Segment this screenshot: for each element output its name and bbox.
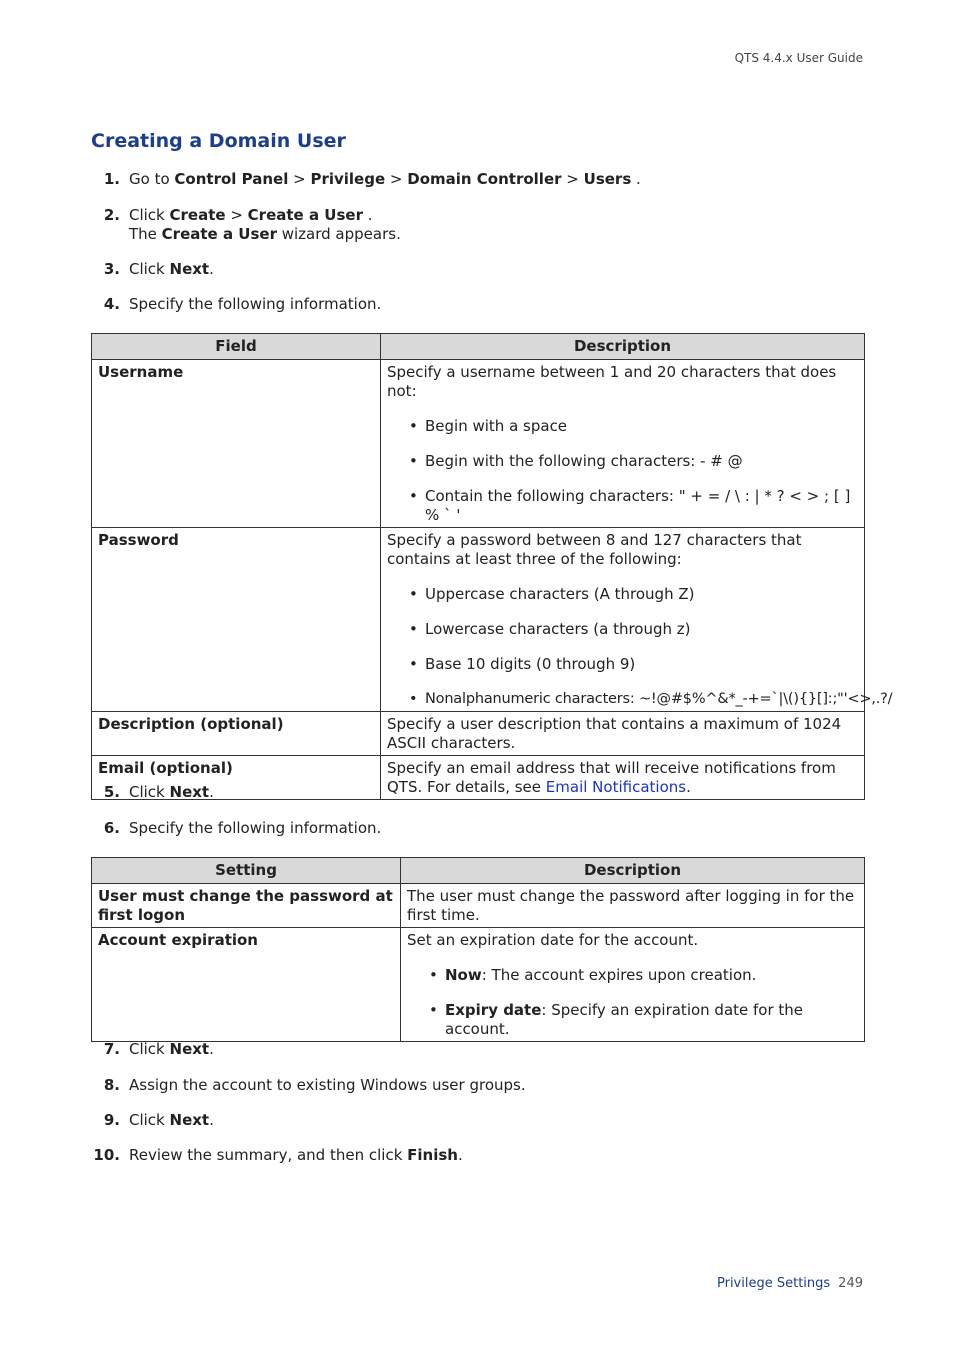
step-text: . xyxy=(209,783,214,801)
table-header-row xyxy=(92,858,865,884)
path-separator: > xyxy=(288,170,311,188)
option-text: : The account expires upon creation. xyxy=(481,966,757,984)
step-text: Assign the account to existing Windows user groups. xyxy=(129,1076,526,1094)
next-label: Next xyxy=(169,783,210,801)
list-item: • Base 10 digits (0 through 9) xyxy=(387,655,858,674)
field-name: Email (optional) xyxy=(92,756,381,800)
setting-description xyxy=(401,928,865,1042)
description-text: . xyxy=(686,778,691,796)
step-text: . xyxy=(631,170,641,188)
step-2 xyxy=(91,206,863,244)
column-header-setting: Setting xyxy=(92,858,401,884)
section-title: Creating a Domain User xyxy=(91,130,346,152)
step-7 xyxy=(91,1040,863,1059)
step-text: . xyxy=(362,206,373,224)
step-text: . xyxy=(209,1040,214,1058)
menu-path-privilege: Privilege xyxy=(310,170,386,188)
step-10 xyxy=(91,1146,863,1165)
list-item: • Nonalphanumeric characters: ~!@#$%^&*_-+=`|\(){}[]:;"'<>,.?/ xyxy=(387,690,858,709)
step-4 xyxy=(91,295,863,314)
setting-name: Account expiration xyxy=(92,928,401,1042)
bullet-list xyxy=(407,966,858,1039)
next-label: Next xyxy=(169,1111,210,1129)
step-text: . xyxy=(209,260,214,278)
step-text: wizard appears. xyxy=(276,225,401,243)
page-number: 249 xyxy=(838,1276,863,1291)
bullet-list xyxy=(387,417,858,525)
field-description xyxy=(381,360,865,528)
next-label: Next xyxy=(169,1040,210,1058)
step-number: 5. xyxy=(103,783,120,801)
user-fields-table xyxy=(91,333,893,800)
step-number: 3. xyxy=(103,260,120,278)
option-expiry-date: Expiry date xyxy=(445,1001,542,1019)
step-text: Review the summary, and then click xyxy=(129,1146,408,1164)
account-settings-table xyxy=(91,857,865,1042)
running-header: QTS 4.4.x User Guide xyxy=(734,51,863,65)
step-number: 9. xyxy=(103,1111,120,1129)
menu-path-create-a-user: Create a User xyxy=(247,206,363,224)
step-number: 1. xyxy=(103,170,120,188)
column-header-description: Description xyxy=(381,334,865,360)
column-header-field: Field xyxy=(92,334,381,360)
next-label: Next xyxy=(169,260,210,278)
path-separator: > xyxy=(561,170,584,188)
menu-path-users: Users xyxy=(583,170,632,188)
table-row xyxy=(92,928,865,1042)
step-number: 4. xyxy=(103,295,120,313)
footer-section-title: Privilege Settings xyxy=(716,1276,831,1291)
list-item: • Begin with the following characters: - # @ xyxy=(387,452,858,471)
option-text: : Specify an expiration date for the account. xyxy=(445,1001,804,1038)
step-1 xyxy=(91,170,863,189)
field-description: Specify a user description that contains a maximum of 1024 ASCII characters. xyxy=(381,712,865,756)
step-5 xyxy=(91,783,863,802)
description-text: Specify an email address that will receive notifications from QTS. For details, see xyxy=(387,759,836,796)
field-description xyxy=(381,528,893,712)
step-number: 2. xyxy=(103,206,120,224)
table-row xyxy=(92,360,865,528)
wizard-name: Create a User xyxy=(161,225,277,243)
step-text: Specify the following information. xyxy=(129,295,382,313)
bullet-list xyxy=(387,585,893,709)
list-item xyxy=(407,966,858,985)
field-name: Username xyxy=(92,360,381,528)
table-row xyxy=(92,712,865,756)
step-9 xyxy=(91,1111,863,1130)
field-name: Description (optional) xyxy=(92,712,381,756)
field-name: Password xyxy=(92,528,381,712)
step-3 xyxy=(91,260,863,279)
menu-path-create: Create xyxy=(169,206,226,224)
step-number: 10. xyxy=(93,1146,120,1164)
list-item: • Contain the following characters: " + = / \ : | * ? < > ; [ ] % ` ' xyxy=(387,487,858,525)
description-text: Specify a password between 8 and 127 characters that contains at least three of the following: xyxy=(387,531,802,568)
step-6 xyxy=(91,819,863,838)
step-text: Click xyxy=(129,206,170,224)
menu-path-control-panel: Control Panel xyxy=(174,170,289,188)
column-header-description: Description xyxy=(401,858,865,884)
step-text: . xyxy=(209,1111,214,1129)
list-item: • Begin with a space xyxy=(387,417,858,436)
step-8 xyxy=(91,1076,863,1095)
step-number: 8. xyxy=(103,1076,120,1094)
setting-description: The user must change the password after logging in for the first time. xyxy=(401,884,865,928)
table-header-row xyxy=(92,334,865,360)
path-separator: > xyxy=(225,206,248,224)
step-text: Specify the following information. xyxy=(129,819,382,837)
step-text: Click xyxy=(129,1040,170,1058)
table-row xyxy=(92,528,865,712)
description-text: Set an expiration date for the account. xyxy=(407,931,699,949)
step-number: 7. xyxy=(103,1040,120,1058)
step-text: Click xyxy=(129,260,170,278)
description-text: Specify a username between 1 and 20 characters that does not: xyxy=(387,363,837,400)
path-separator: > xyxy=(385,170,408,188)
finish-label: Finish xyxy=(407,1146,458,1164)
step-text: Go to xyxy=(129,170,175,188)
list-item: • Uppercase characters (A through Z) xyxy=(387,585,858,604)
list-item: • Lowercase characters (a through z) xyxy=(387,620,858,639)
step-text: Click xyxy=(129,1111,170,1129)
step-text: The xyxy=(129,225,162,243)
option-now: Now xyxy=(445,966,482,984)
step-text: Click xyxy=(129,783,170,801)
setting-name: User must change the password at first logon xyxy=(92,884,401,928)
menu-path-domain-controller: Domain Controller xyxy=(407,170,562,188)
email-notifications-link[interactable]: Email Notifications xyxy=(545,778,687,796)
step-text: . xyxy=(457,1146,463,1164)
step-number: 6. xyxy=(103,819,120,837)
list-item xyxy=(407,1001,858,1039)
table-row xyxy=(92,884,865,928)
page-footer xyxy=(717,1276,863,1291)
